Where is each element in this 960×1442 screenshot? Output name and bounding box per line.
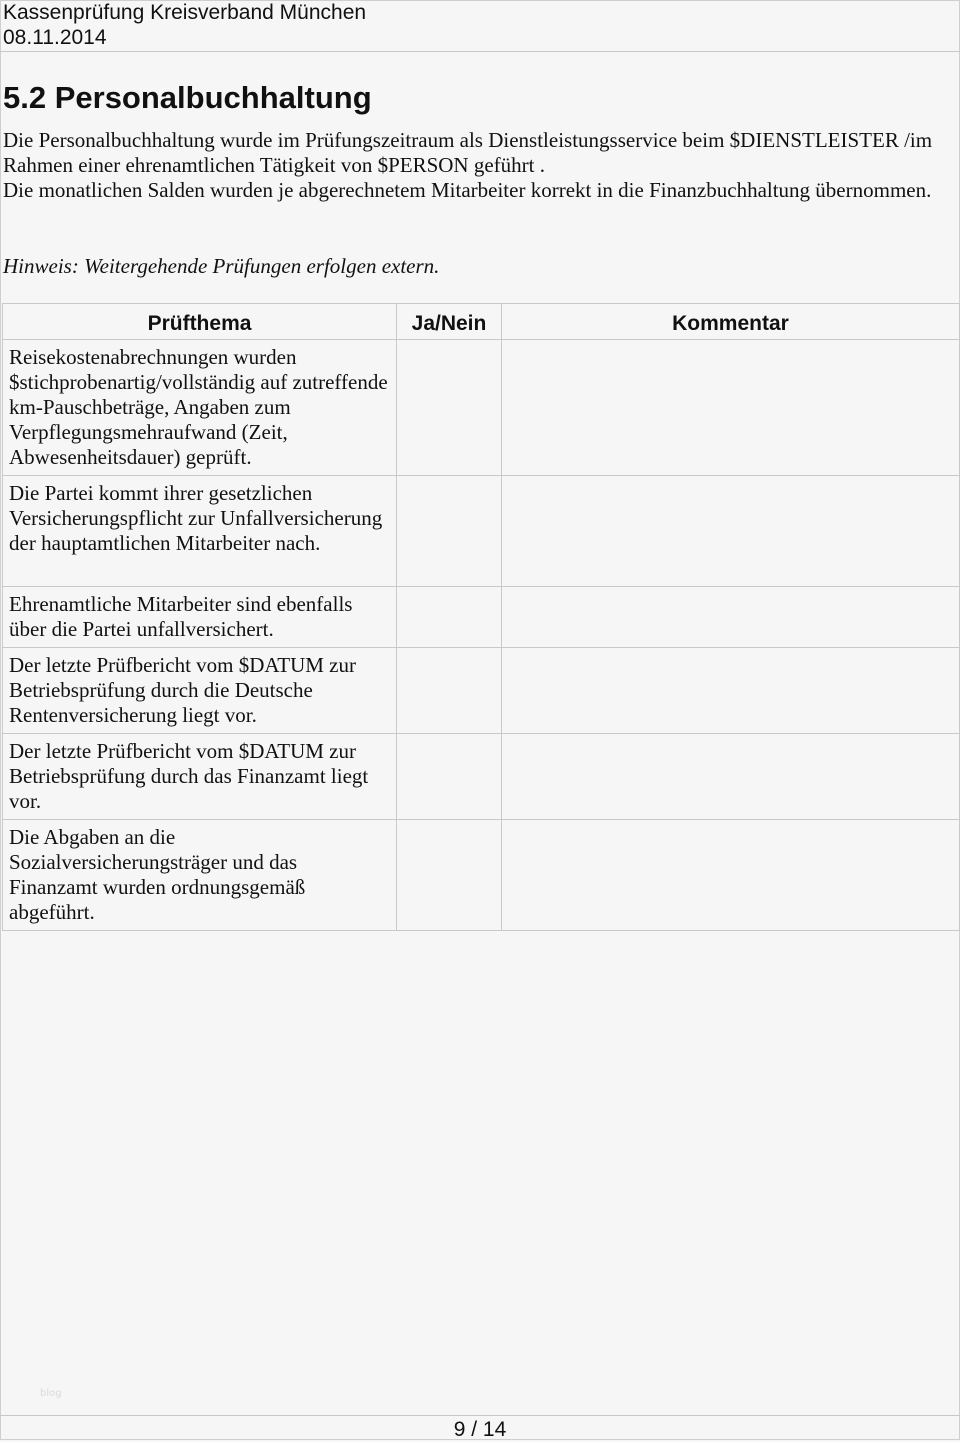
- topic-cell: Der letzte Prüfbericht vom $DATUM zur Betriebsprüfung durch die Deutsche Rentenversicherung liegt vor.: [3, 648, 397, 734]
- table-row: [3, 587, 960, 648]
- paragraph-service: Die Personalbuchhaltung wurde im Prüfungszeitraum als Dienstleistungsservice beim $DIENSTLEISTER /im Rahmen einer ehrenamtlichen Tätigkeit von $PERSON geführt .: [3, 128, 933, 177]
- table-row: [3, 820, 960, 931]
- audit-checklist-table: [2, 303, 960, 931]
- yes-no-cell[interactable]: [397, 734, 502, 820]
- topic-cell: Ehrenamtliche Mitarbeiter sind ebenfalls über die Partei unfallversichert.: [3, 587, 397, 648]
- column-header-topic: Prüfthema: [3, 304, 397, 340]
- yes-no-cell[interactable]: [397, 587, 502, 648]
- comment-cell[interactable]: [502, 648, 960, 734]
- comment-cell[interactable]: [502, 820, 960, 931]
- comment-cell[interactable]: [502, 476, 960, 587]
- header-title: Kassenprüfung Kreisverband München: [3, 1, 367, 24]
- section-body: [3, 128, 953, 203]
- page-number: 9 / 14: [453, 1418, 507, 1441]
- footer-divider: [0, 1415, 960, 1416]
- comment-cell[interactable]: [502, 340, 960, 476]
- table-row: [3, 340, 960, 476]
- table-header-row: [3, 304, 960, 340]
- yes-no-cell[interactable]: [397, 820, 502, 931]
- table-row: [3, 476, 960, 587]
- header-divider: [0, 51, 960, 52]
- comment-cell[interactable]: [502, 734, 960, 820]
- column-header-yes-no: Ja/Nein: [397, 304, 502, 340]
- topic-cell: Der letzte Prüfbericht vom $DATUM zur Betriebsprüfung durch das Finanzamt liegt vor.: [3, 734, 397, 820]
- page-header: [3, 0, 366, 50]
- comment-cell[interactable]: [502, 587, 960, 648]
- yes-no-cell[interactable]: [397, 340, 502, 476]
- column-header-comment: Kommentar: [502, 304, 960, 340]
- topic-cell: Reisekostenabrechnungen wurden $stichprobenartig/vollständig auf zutreffende km-Pauschbeträge, Angaben zum Verpflegungsmehraufwand (Zeit, Abwesenheitsdauer) geprüft.: [3, 340, 397, 476]
- yes-no-cell[interactable]: [397, 648, 502, 734]
- paragraph-salden: Die monatlichen Salden wurden je abgerechnetem Mitarbeiter korrekt in die Finanzbuchhaltung übernommen.: [3, 178, 932, 202]
- topic-cell: Die Abgaben an die Sozialversicherungsträger und das Finanzamt wurden ordnungsgemäß abgeführt.: [3, 820, 397, 931]
- note-hint: Hinweis: Weitergehende Prüfungen erfolgen extern.: [3, 254, 440, 278]
- section-title: 5.2 Personalbuchhaltung: [3, 80, 372, 115]
- topic-cell: Die Partei kommt ihrer gesetzlichen Versicherungspflicht zur Unfallversicherung der hauptamtlichen Mitarbeiter nach.: [3, 476, 397, 587]
- table-row: [3, 734, 960, 820]
- yes-no-cell[interactable]: [397, 476, 502, 587]
- watermark: blog: [40, 1388, 62, 1399]
- header-date: 08.11.2014: [3, 26, 107, 49]
- table-row: [3, 648, 960, 734]
